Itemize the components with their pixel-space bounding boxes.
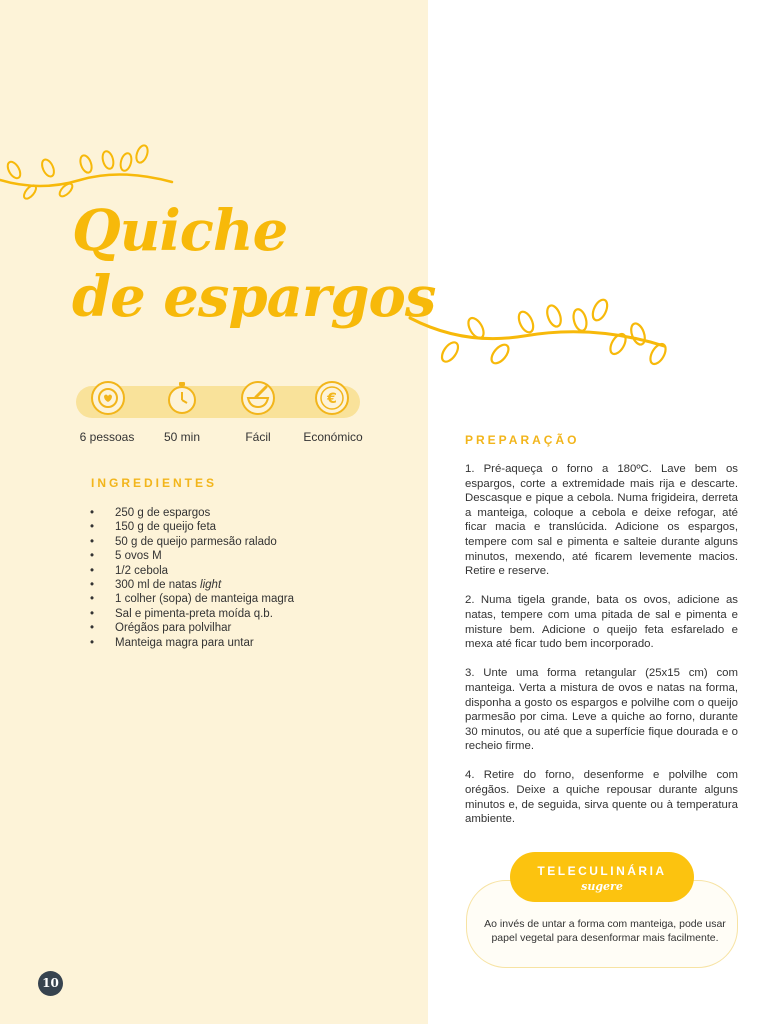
cost-label: Económico [303,430,363,444]
list-item: • 1 colher (sopa) de manteiga magra [90,592,294,606]
time-label: 50 min [163,430,201,444]
list-item: • 1/2 cebola [90,564,294,578]
list-item: • 5 ovos M [90,549,294,563]
list-item: • Manteiga magra para untar [90,636,294,650]
list-item: • 150 g de queijo feta [90,520,294,534]
list-item-text: 300 ml de natas [115,579,197,592]
tip-text: Ao invés de untar a forma com manteiga, pode usar papel vegetal para desenformar mais facilmente. [484,918,726,944]
list-item [90,578,294,592]
plate-icon [90,380,126,416]
ingredients-list [90,506,294,650]
list-item: • 250 g de espargos [90,506,294,520]
list-item: • Orégãos para polvilhar [90,621,294,635]
list-item: • 50 g de queijo parmesão ralado [90,535,294,549]
tip-badge [510,852,694,902]
step: 2. Numa tigela grande, bata os ovos, adicione as natas, tempere com uma pitada de sal e pimenta e misture bem. Adicione o queijo feta esfarelado e mexa até ficar tudo bem incorporado. [465,594,738,651]
tip-badge-title: TELECULINÁRIA [537,864,667,878]
ingredients-heading: INGREDIENTES [91,476,218,490]
difficulty-label: Fácil [245,430,271,444]
servings-label: 6 pessoas [79,430,135,444]
preparation-heading: PREPARAÇÃO [465,433,580,447]
title-line-2: de espargos [72,264,436,330]
list-item-emphasis: light [200,579,222,592]
title-line-1: Quiche [72,198,288,264]
svg-text:€: € [327,391,337,407]
tip-badge-subtitle: sugere [581,880,623,893]
step: 1. Pré-aqueça o forno a 180ºC. Lave bem os espargos, corte a extremidade mais rija e descarte. Descasque e pique a cebola. Numa frigideira, derreta a manteiga, coloque a cebola e deixe refogar, até ficar macia e translúcida. Adicione os espargos, tempere com sal e pimenta e salteie durante alguns minutos, mexendo, até ficarem levemente macios. Retire e reserve. [465,463,738,578]
vine-decoration-right-icon [404,296,670,370]
stopwatch-icon [164,380,200,416]
list-item: • Sal e pimenta-preta moída q.b. [90,607,294,621]
page-number: 10 [38,971,63,996]
step: 3. Unte uma forma retangular (25x15 cm) com manteiga. Verta a mistura de ovos e natas na forma, disponha a gosto os espargos e polvilhe com o queijo parmesão por cima. Leve a quiche ao forno, durante 30 minutos, ou até que a superfície fique dourada e o recheio firme. [465,667,738,753]
euro-icon [314,380,350,416]
mortar-icon [240,380,276,416]
step: 4. Retire do forno, desenforme e polvilhe com orégãos. Deixe a quiche repousar durante alguns minutos e, de seguida, sirva quente ou à temperatura ambiente. [465,769,738,826]
preparation-steps [465,462,738,841]
recipe-title [72,198,435,330]
vine-decoration-icon [0,140,180,202]
